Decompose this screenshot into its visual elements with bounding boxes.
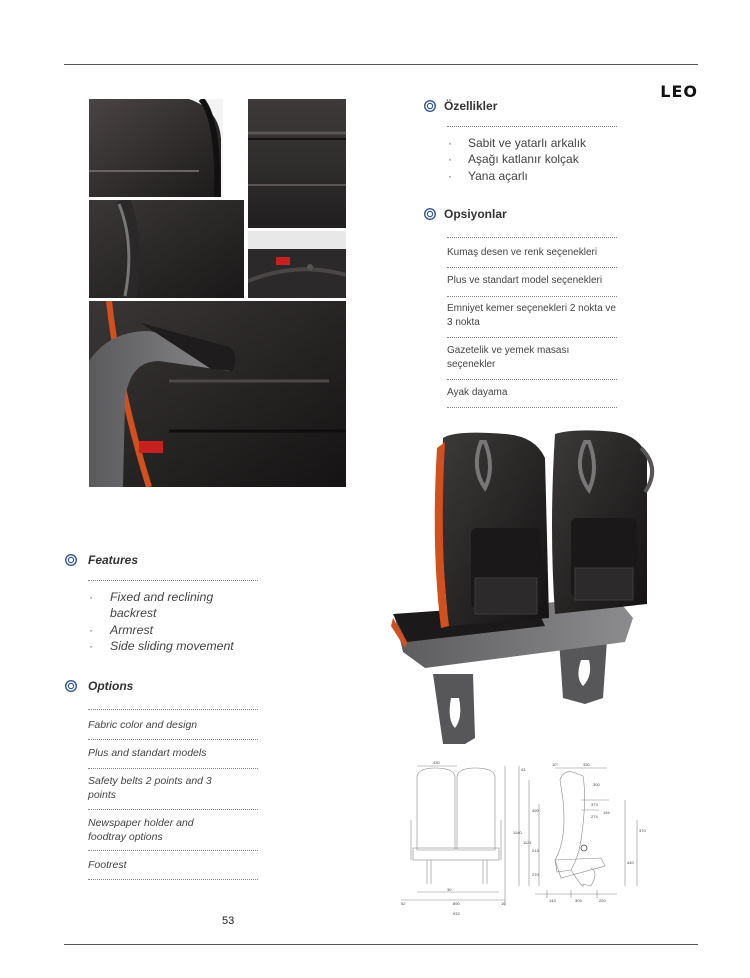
features-header	[65, 553, 138, 567]
dimension-label: 10	[501, 901, 506, 906]
list-item: Fabric color and design	[88, 719, 198, 731]
model-name: LEO	[660, 82, 698, 101]
dimension-label: 430	[433, 760, 440, 765]
dimension-label: 143	[549, 898, 556, 903]
divider	[447, 337, 617, 338]
top-rule	[64, 64, 698, 65]
features-title: Features	[88, 553, 139, 567]
list-item: · Aşağı katlanır kolçak	[448, 151, 586, 167]
divider	[447, 379, 617, 380]
features-list	[89, 589, 259, 654]
divider	[88, 879, 258, 880]
divider	[88, 850, 258, 851]
divider	[88, 768, 258, 769]
dimension-label: 213	[532, 848, 539, 853]
photo-armrest	[89, 301, 346, 487]
dimension-label: 1140	[513, 830, 522, 835]
divider	[88, 739, 258, 740]
divider	[447, 407, 617, 408]
dimension-label: 30	[447, 887, 452, 892]
list-item: Ayak dayama	[447, 387, 508, 398]
divider	[88, 709, 258, 710]
dimension-label: 890	[453, 901, 460, 906]
divider	[88, 809, 258, 810]
divider	[447, 267, 617, 268]
list-item: · Side sliding movement	[89, 638, 259, 654]
photo-headrest	[89, 99, 223, 197]
list-item: · Fixed and reclining backrest	[89, 589, 240, 622]
dimension-label: 932	[453, 911, 460, 916]
list-item: Footrest	[88, 859, 127, 871]
dimension-label: 370	[639, 828, 646, 833]
dimension-label: 490	[532, 808, 539, 813]
dimension-label: 270	[532, 872, 539, 877]
opsiyonlar-title: Opsiyonlar	[444, 207, 507, 221]
photo-belt-buckle	[248, 231, 346, 298]
dimension-label: 373	[591, 802, 598, 807]
dimension-label: 220	[599, 898, 606, 903]
list-item: · Armrest	[89, 622, 259, 638]
ozellikler-title: Özellikler	[444, 99, 498, 113]
dimension-label: 305	[575, 898, 582, 903]
dimension-label: 52	[401, 901, 406, 906]
options-header	[65, 679, 133, 693]
list-item: Safety belts 2 points and 3 points	[88, 775, 212, 801]
list-item: Plus and standart models	[88, 747, 207, 759]
divider	[88, 580, 258, 581]
technical-drawing	[395, 760, 665, 918]
divider	[447, 126, 617, 127]
list-item: Newspaper holder and foodtray options	[88, 817, 194, 843]
ozellikler-header	[424, 99, 497, 113]
dimension-label: 10°	[552, 762, 559, 767]
ozellikler-list	[448, 135, 586, 184]
bottom-rule	[64, 944, 698, 945]
dimension-label: 1121	[523, 840, 532, 845]
photo-handle	[89, 200, 244, 298]
options-title: Options	[88, 679, 134, 693]
brand-logo-icon	[424, 208, 436, 220]
brand-logo-icon	[65, 680, 77, 692]
list-item: Plus ve standart model seçenekleri	[447, 275, 603, 286]
page-number: 53	[222, 915, 235, 927]
opsiyonlar-header	[424, 207, 507, 221]
list-item: Gazetelik ve yemek masası seçenekler	[447, 345, 570, 370]
photo-back-stitching	[248, 99, 346, 228]
brand-logo-icon	[65, 554, 77, 566]
dimension-label: 440	[627, 860, 634, 865]
dimension-label: 274	[591, 814, 598, 819]
list-item: Kumaş desen ve renk seçenekleri	[447, 247, 598, 258]
dimension-label: 154	[603, 810, 610, 815]
divider	[447, 237, 617, 238]
divider	[447, 296, 617, 297]
brand-logo-icon	[424, 100, 436, 112]
list-item: Emniyet kemer seçenekleri 2 nokta ve 3 nokta	[447, 303, 616, 328]
dimension-label: 43	[521, 767, 526, 772]
list-item: · Sabit ve yatarlı arkalık	[448, 135, 586, 151]
seat-product-image	[385, 428, 665, 748]
list-item: · Yana açarlı	[448, 168, 586, 184]
dimension-label: 330	[583, 762, 590, 767]
dimension-label: 300	[593, 782, 600, 787]
